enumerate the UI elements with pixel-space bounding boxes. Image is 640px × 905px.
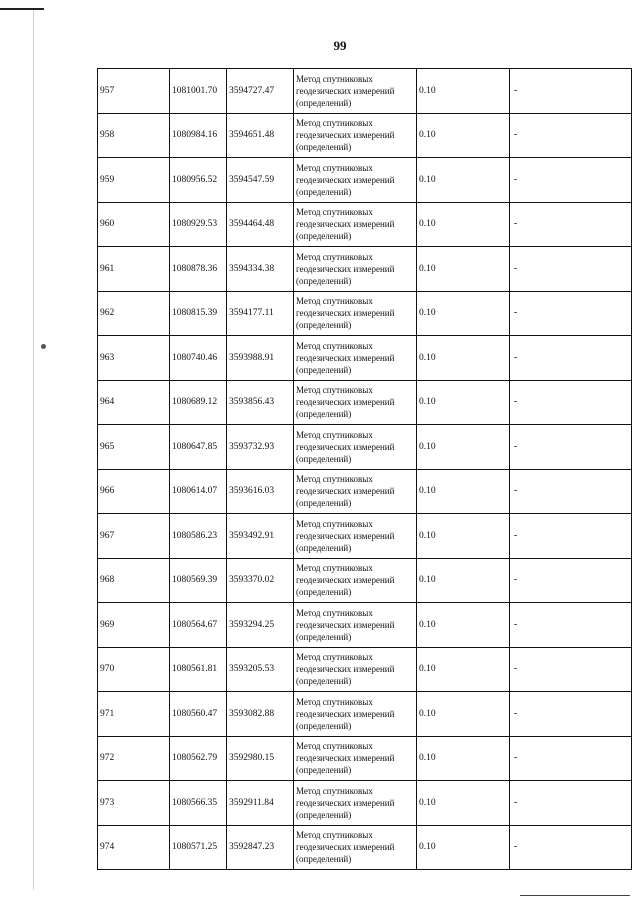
note-cell: - [510,825,632,870]
x-coordinate-cell: 1080929.53 [170,202,227,247]
x-coordinate-cell: 1080561.81 [170,647,227,692]
note-cell: - [510,158,632,203]
note-cell: - [510,69,632,114]
table-row [98,558,632,603]
x-coordinate-cell: 1080689.12 [170,380,227,425]
accuracy-cell: 0.10 [417,425,510,470]
accuracy-cell: 0.10 [417,647,510,692]
note-cell: - [510,781,632,826]
y-coordinate-cell: 3592980.15 [227,736,294,781]
point-number-cell: 962 [98,291,170,336]
method-cell: Метод спутниковых геодезических измерений (определений) [294,514,417,559]
y-coordinate-cell: 3592911.84 [227,781,294,826]
method-cell: Метод спутниковых геодезических измерений (определений) [294,336,417,381]
point-number-cell: 959 [98,158,170,203]
scan-artifact-dot [41,344,46,349]
accuracy-cell: 0.10 [417,158,510,203]
x-coordinate-cell: 1080562.79 [170,736,227,781]
method-cell: Метод спутниковых геодезических измерений (определений) [294,469,417,514]
method-cell: Метод спутниковых геодезических измерений (определений) [294,158,417,203]
point-number-cell: 973 [98,781,170,826]
point-number-cell: 972 [98,736,170,781]
x-coordinate-cell: 1080956.52 [170,158,227,203]
table-row [98,336,632,381]
note-cell: - [510,692,632,737]
accuracy-cell: 0.10 [417,291,510,336]
method-cell: Метод спутниковых геодезических измерений (определений) [294,825,417,870]
method-cell: Метод спутниковых геодезических измерений (определений) [294,736,417,781]
accuracy-cell: 0.10 [417,336,510,381]
scan-artifact-top [0,8,44,10]
x-coordinate-cell: 1080984.16 [170,113,227,158]
y-coordinate-cell: 3593205.53 [227,647,294,692]
table-row [98,247,632,292]
table-row [98,825,632,870]
point-number-cell: 967 [98,514,170,559]
y-coordinate-cell: 3593856.43 [227,380,294,425]
y-coordinate-cell: 3593616.03 [227,469,294,514]
y-coordinate-cell: 3594547.59 [227,158,294,203]
x-coordinate-cell: 1080815.39 [170,291,227,336]
x-coordinate-cell: 1080614.07 [170,469,227,514]
table-row [98,781,632,826]
x-coordinate-cell: 1080740.46 [170,336,227,381]
note-cell: - [510,247,632,292]
y-coordinate-cell: 3592847.23 [227,825,294,870]
note-cell: - [510,380,632,425]
accuracy-cell: 0.10 [417,603,510,648]
coordinates-table-body [98,69,632,870]
y-coordinate-cell: 3594651.48 [227,113,294,158]
x-coordinate-cell: 1080566.35 [170,781,227,826]
point-number-cell: 965 [98,425,170,470]
scan-artifact-left-line [33,10,34,890]
method-cell: Метод спутниковых геодезических измерений (определений) [294,247,417,292]
table-row [98,158,632,203]
method-cell: Метод спутниковых геодезических измерений (определений) [294,692,417,737]
table-row [98,514,632,559]
accuracy-cell: 0.10 [417,825,510,870]
point-number-cell: 971 [98,692,170,737]
accuracy-cell: 0.10 [417,692,510,737]
note-cell: - [510,647,632,692]
table-row [98,736,632,781]
y-coordinate-cell: 3593082.88 [227,692,294,737]
accuracy-cell: 0.10 [417,113,510,158]
accuracy-cell: 0.10 [417,380,510,425]
point-number-cell: 963 [98,336,170,381]
y-coordinate-cell: 3593294.25 [227,603,294,648]
table-row [98,380,632,425]
x-coordinate-cell: 1080647.85 [170,425,227,470]
method-cell: Метод спутниковых геодезических измерений (определений) [294,113,417,158]
y-coordinate-cell: 3594727.47 [227,69,294,114]
point-number-cell: 960 [98,202,170,247]
table-row [98,425,632,470]
accuracy-cell: 0.10 [417,736,510,781]
note-cell: - [510,336,632,381]
accuracy-cell: 0.10 [417,514,510,559]
accuracy-cell: 0.10 [417,69,510,114]
y-coordinate-cell: 3593732.93 [227,425,294,470]
accuracy-cell: 0.10 [417,202,510,247]
note-cell: - [510,113,632,158]
method-cell: Метод спутниковых геодезических измерений (определений) [294,380,417,425]
note-cell: - [510,425,632,470]
accuracy-cell: 0.10 [417,558,510,603]
x-coordinate-cell: 1080569.39 [170,558,227,603]
accuracy-cell: 0.10 [417,781,510,826]
point-number-cell: 968 [98,558,170,603]
table-row [98,113,632,158]
accuracy-cell: 0.10 [417,469,510,514]
note-cell: - [510,469,632,514]
table-row [98,603,632,648]
y-coordinate-cell: 3594464.48 [227,202,294,247]
y-coordinate-cell: 3594334.38 [227,247,294,292]
y-coordinate-cell: 3593988.91 [227,336,294,381]
x-coordinate-cell: 1080586.23 [170,514,227,559]
page-number: 99 [333,38,347,53]
point-number-cell: 969 [98,603,170,648]
y-coordinate-cell: 3593492.91 [227,514,294,559]
method-cell: Метод спутниковых геодезических измерений (определений) [294,558,417,603]
note-cell: - [510,291,632,336]
method-cell: Метод спутниковых геодезических измерений (определений) [294,781,417,826]
table-row [98,692,632,737]
accuracy-cell: 0.10 [417,247,510,292]
x-coordinate-cell: 1080878.36 [170,247,227,292]
note-cell: - [510,558,632,603]
note-cell: - [510,603,632,648]
method-cell: Метод спутниковых геодезических измерений (определений) [294,291,417,336]
note-cell: - [510,202,632,247]
x-coordinate-cell: 1080571.25 [170,825,227,870]
scan-artifact-bottom [520,895,630,896]
point-number-cell: 961 [98,247,170,292]
point-number-cell: 974 [98,825,170,870]
method-cell: Метод спутниковых геодезических измерений (определений) [294,202,417,247]
y-coordinate-cell: 3594177.11 [227,291,294,336]
table-row [98,647,632,692]
table-row [98,291,632,336]
y-coordinate-cell: 3593370.02 [227,558,294,603]
method-cell: Метод спутниковых геодезических измерений (определений) [294,603,417,648]
point-number-cell: 970 [98,647,170,692]
method-cell: Метод спутниковых геодезических измерений (определений) [294,69,417,114]
x-coordinate-cell: 1080560.47 [170,692,227,737]
table-row [98,69,632,114]
point-number-cell: 958 [98,113,170,158]
note-cell: - [510,736,632,781]
x-coordinate-cell: 1080564.67 [170,603,227,648]
method-cell: Метод спутниковых геодезических измерений (определений) [294,425,417,470]
note-cell: - [510,514,632,559]
coordinates-table [97,68,632,870]
table-row [98,202,632,247]
point-number-cell: 957 [98,69,170,114]
method-cell: Метод спутниковых геодезических измерений (определений) [294,647,417,692]
table-row [98,469,632,514]
point-number-cell: 966 [98,469,170,514]
point-number-cell: 964 [98,380,170,425]
x-coordinate-cell: 1081001.70 [170,69,227,114]
